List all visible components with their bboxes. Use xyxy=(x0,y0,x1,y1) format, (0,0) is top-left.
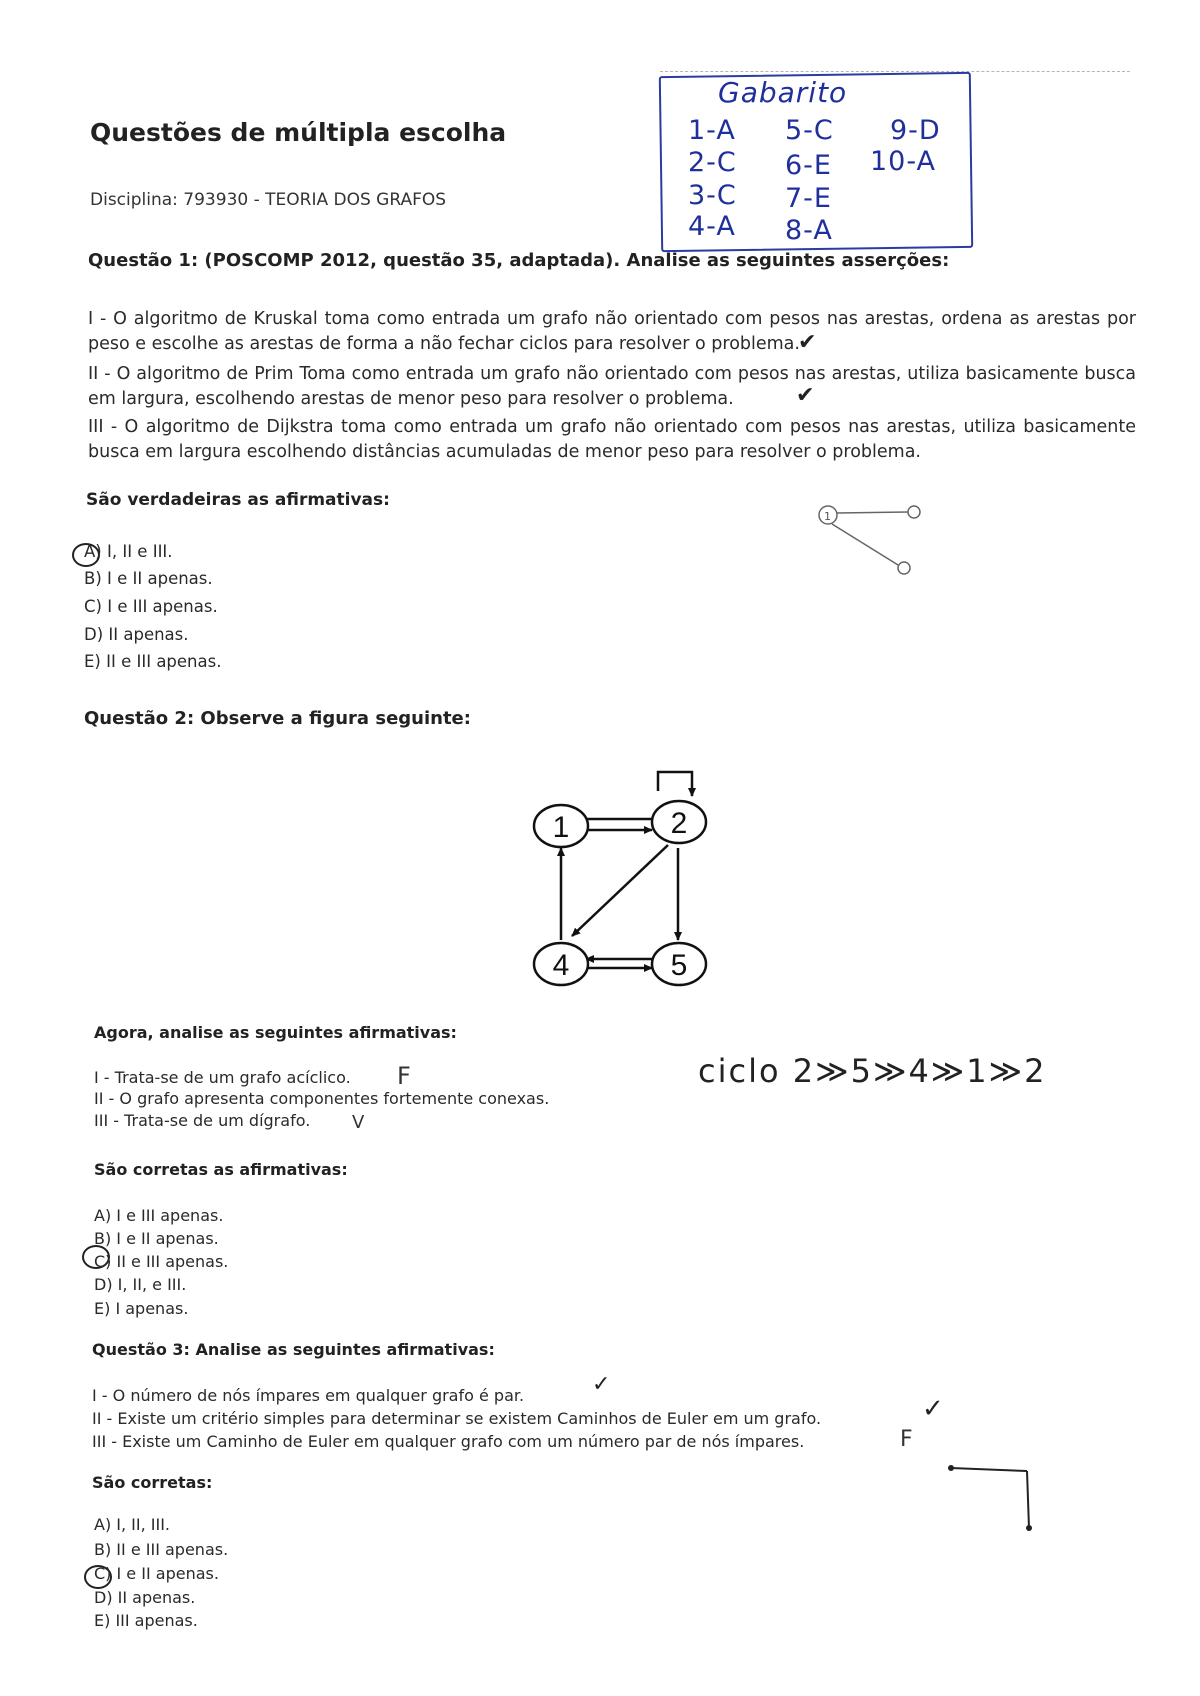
q3-option: B) II e III apenas. xyxy=(94,1540,229,1559)
q1-statement: II - O algoritmo de Prim Toma como entrada um grafo não orientado com pesos nas arestas, utiliza basicamente busca em largura, escolhendo arestas de menor peso para resolver o problema. xyxy=(88,364,1136,409)
q3-statement: I - O número de nós ímpares em qualquer grafo é par. xyxy=(92,1386,525,1405)
directed-graph-figure xyxy=(520,760,740,1000)
q3-heading: Questão 3: Analise as seguintes afirmativas: xyxy=(92,1340,495,1359)
check-mark-icon: ✔ xyxy=(796,383,815,408)
handwritten-cycle-note: ciclo 2≫5≫4≫1≫2 xyxy=(698,1052,1047,1090)
tree-sketch xyxy=(810,495,930,585)
answer-key-cell: 8-A xyxy=(785,215,833,246)
answer-key-title: Gabarito xyxy=(718,76,848,109)
q3-prompt: São corretas: xyxy=(92,1473,213,1492)
q1-statement: III - O algoritmo de Dijkstra toma como entrada um grafo não orientado com pesos nas arestas, utiliza basicamente busca em largura escolhendo distâncias acumuladas de menor peso para resolver o problema. xyxy=(88,417,1136,462)
q1-statement: I - O algoritmo de Kruskal toma como entrada um grafo não orientado com pesos nas arestas, ordena as arestas por peso e escolhe as arestas de forma a não fechar ciclos para resolver o problema. xyxy=(88,309,1136,354)
graph-node xyxy=(652,801,706,843)
top-rule xyxy=(660,71,1130,72)
q2-option: D) I, II, e III. xyxy=(94,1275,187,1294)
graph-node xyxy=(652,943,706,985)
svg-text:5: 5 xyxy=(670,949,688,982)
answer-key-cell: 3-C xyxy=(688,180,737,211)
page-title: Questões de múltipla escolha xyxy=(90,118,507,147)
q2-prompt: Agora, analise as seguintes afirmativas: xyxy=(94,1023,457,1042)
q3-option: E) III apenas. xyxy=(94,1611,198,1630)
discipline-label: Disciplina: 793930 - TEORIA DOS GRAFOS xyxy=(90,190,447,210)
q3-statement: III - Existe um Caminho de Euler em qualquer grafo com um número par de nós ímpares. xyxy=(92,1432,805,1451)
q2-statement: III - Trata-se de um dígrafo. xyxy=(94,1111,311,1130)
q1-option: C) I e III apenas. xyxy=(84,597,218,616)
answer-key-cell: 4-A xyxy=(688,211,736,242)
q1-option: B) I e II apenas. xyxy=(84,569,213,588)
q1-option: E) II e III apenas. xyxy=(84,652,222,671)
q2-option: E) I apenas. xyxy=(94,1299,189,1318)
svg-text:4: 4 xyxy=(552,949,570,982)
q1-option: A) I, II e III. xyxy=(84,542,173,561)
answer-key-cell: 2-C xyxy=(688,147,737,178)
q2-option: A) I e III apenas. xyxy=(94,1206,224,1225)
check-mark-icon: ✓ xyxy=(922,1394,944,1424)
svg-text:2: 2 xyxy=(670,807,688,840)
q2-prompt: São corretas as afirmativas: xyxy=(94,1160,348,1179)
path-sketch xyxy=(945,1460,1035,1540)
q3-option: C) I e II apenas. xyxy=(94,1564,219,1583)
check-mark-icon: ✓ xyxy=(592,1372,611,1397)
q3-option: A) I, II, III. xyxy=(94,1515,171,1534)
answer-key-cell: 10-A xyxy=(870,146,936,177)
answer-key-cell: 9-D xyxy=(890,115,941,146)
false-mark: F xyxy=(900,1427,913,1452)
false-mark: F xyxy=(397,1062,411,1090)
answer-key-cell: 7-E xyxy=(785,183,832,214)
q1-prompt: São verdadeiras as afirmativas: xyxy=(86,490,390,510)
q2-statement: II - O grafo apresenta componentes fortemente conexas. xyxy=(94,1089,550,1108)
sketch-node-label: 1 xyxy=(824,510,831,523)
svg-text:1: 1 xyxy=(552,811,570,844)
q3-option: D) II apenas. xyxy=(94,1588,196,1607)
q2-option: B) I e II apenas. xyxy=(94,1229,219,1248)
graph-node xyxy=(534,805,588,847)
answer-key-cell: 5-C xyxy=(785,115,834,146)
q1-heading: Questão 1: (POSCOMP 2012, questão 35, adaptada). Analise as seguintes asserções: xyxy=(88,250,950,271)
check-mark-icon: ✔ xyxy=(798,330,817,355)
answer-key-cell: 1-A xyxy=(688,115,736,146)
q2-heading: Questão 2: Observe a figura seguinte: xyxy=(84,708,471,729)
q2-statement: I - Trata-se de um grafo acíclico. xyxy=(94,1068,351,1087)
graph-node xyxy=(534,943,588,985)
q3-statement: II - Existe um critério simples para determinar se existem Caminhos de Euler em um grafo. xyxy=(92,1409,822,1428)
q1-option: D) II apenas. xyxy=(84,625,189,644)
true-mark: V xyxy=(352,1112,365,1133)
q2-option: C) II e III apenas. xyxy=(94,1252,229,1271)
answer-key-cell: 6-E xyxy=(785,150,832,181)
